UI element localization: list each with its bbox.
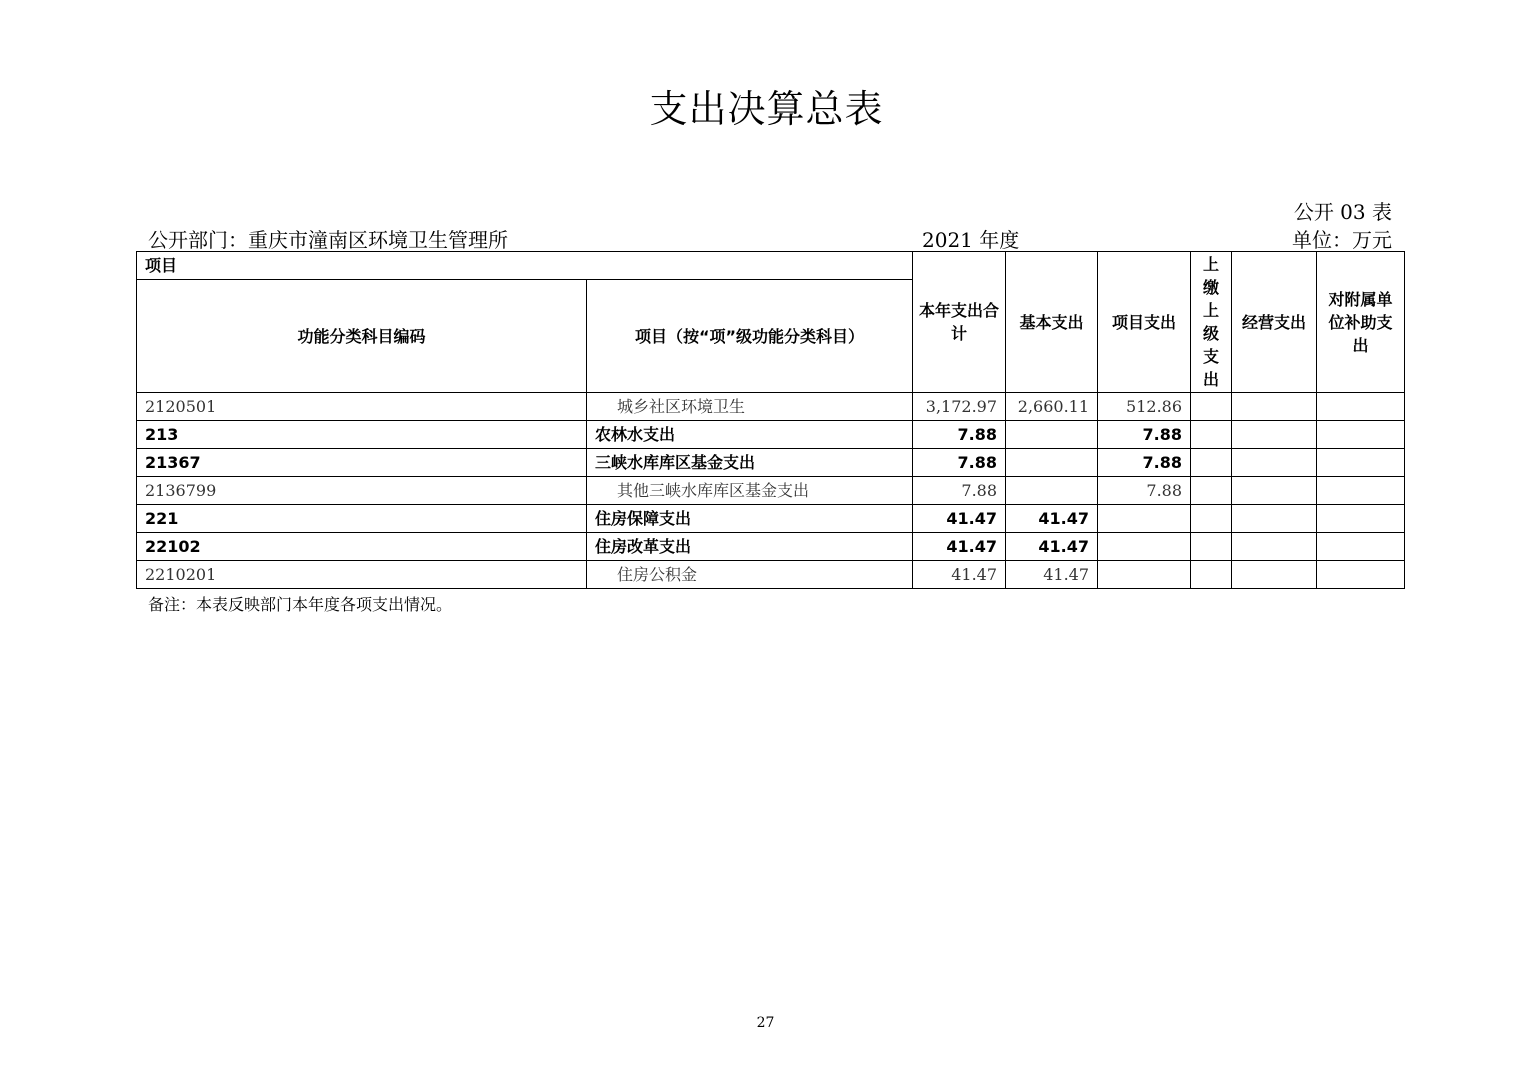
cell-project: 7.88 <box>1098 449 1191 477</box>
cell-basic: 41.47 <box>1006 533 1098 561</box>
col-header-name: 项目（按“项”级功能分类科目） <box>587 280 913 393</box>
cell-name: 三峡水库库区基金支出 <box>587 449 913 477</box>
cell-code: 2120501 <box>137 393 587 421</box>
cell-total: 7.88 <box>913 421 1006 449</box>
table-row <box>137 421 1405 449</box>
cell-basic: 41.47 <box>1006 561 1098 589</box>
cell-basic: 2,660.11 <box>1006 393 1098 421</box>
fiscal-year: 2021 年度 <box>922 228 1020 252</box>
cell-name: 城乡社区环境卫生 <box>587 393 913 421</box>
table-row <box>137 533 1405 561</box>
col-header-business: 经营支出 <box>1232 252 1317 393</box>
cell-total: 7.88 <box>913 477 1006 505</box>
cell-total: 41.47 <box>913 533 1006 561</box>
cell-code: 221 <box>137 505 587 533</box>
cell-upper <box>1191 477 1232 505</box>
form-number: 公开 03 表 <box>1293 200 1392 224</box>
cell-total: 41.47 <box>913 505 1006 533</box>
cell-subsidiary <box>1317 393 1405 421</box>
group-header: 项目 <box>137 252 913 280</box>
col-header-basic: 基本支出 <box>1006 252 1098 393</box>
cell-subsidiary <box>1317 533 1405 561</box>
expenditure-table <box>136 251 1405 589</box>
cell-total: 3,172.97 <box>913 393 1006 421</box>
cell-project: 7.88 <box>1098 477 1191 505</box>
table-row <box>137 477 1405 505</box>
cell-code: 2136799 <box>137 477 587 505</box>
cell-upper <box>1191 393 1232 421</box>
cell-subsidiary <box>1317 449 1405 477</box>
cell-upper <box>1191 561 1232 589</box>
cell-business <box>1232 449 1317 477</box>
page-title: 支出决算总表 <box>649 87 884 131</box>
cell-name: 住房改革支出 <box>587 533 913 561</box>
table-row <box>137 505 1405 533</box>
cell-name: 住房公积金 <box>587 561 913 589</box>
cell-name: 其他三峡水库库区基金支出 <box>587 477 913 505</box>
cell-total: 41.47 <box>913 561 1006 589</box>
cell-subsidiary <box>1317 421 1405 449</box>
cell-project <box>1098 533 1191 561</box>
cell-project <box>1098 505 1191 533</box>
col-header-subsidiary: 对附属单位补助支出 <box>1317 252 1405 393</box>
cell-business <box>1232 477 1317 505</box>
cell-project: 512.86 <box>1098 393 1191 421</box>
cell-total: 7.88 <box>913 449 1006 477</box>
cell-project: 7.88 <box>1098 421 1191 449</box>
cell-basic <box>1006 421 1098 449</box>
cell-upper <box>1191 421 1232 449</box>
cell-code: 21367 <box>137 449 587 477</box>
cell-upper <box>1191 505 1232 533</box>
cell-subsidiary <box>1317 561 1405 589</box>
cell-code: 2210201 <box>137 561 587 589</box>
table-row <box>137 449 1405 477</box>
table-row <box>137 561 1405 589</box>
cell-business <box>1232 421 1317 449</box>
cell-code: 22102 <box>137 533 587 561</box>
table-note: 备注：本表反映部门本年度各项支出情况。 <box>148 595 453 614</box>
col-header-project: 项目支出 <box>1098 252 1191 393</box>
cell-business <box>1232 505 1317 533</box>
cell-project <box>1098 561 1191 589</box>
cell-basic <box>1006 477 1098 505</box>
cell-subsidiary <box>1317 477 1405 505</box>
cell-business <box>1232 393 1317 421</box>
cell-business <box>1232 561 1317 589</box>
col-header-code: 功能分类科目编码 <box>137 280 587 393</box>
cell-upper <box>1191 449 1232 477</box>
page-number: 27 <box>756 1015 775 1031</box>
cell-name: 农林水支出 <box>587 421 913 449</box>
cell-code: 213 <box>137 421 587 449</box>
cell-name: 住房保障支出 <box>587 505 913 533</box>
cell-upper <box>1191 533 1232 561</box>
cell-basic <box>1006 449 1098 477</box>
cell-basic: 41.47 <box>1006 505 1098 533</box>
col-header-total: 本年支出合计 <box>913 252 1006 393</box>
department-label: 公开部门：重庆市潼南区环境卫生管理所 <box>148 228 508 252</box>
cell-business <box>1232 533 1317 561</box>
table-row <box>137 393 1405 421</box>
cell-subsidiary <box>1317 505 1405 533</box>
unit-label: 单位：万元 <box>1292 228 1392 252</box>
col-header-upper: 上 缴 上 级 支 出 <box>1191 252 1232 393</box>
